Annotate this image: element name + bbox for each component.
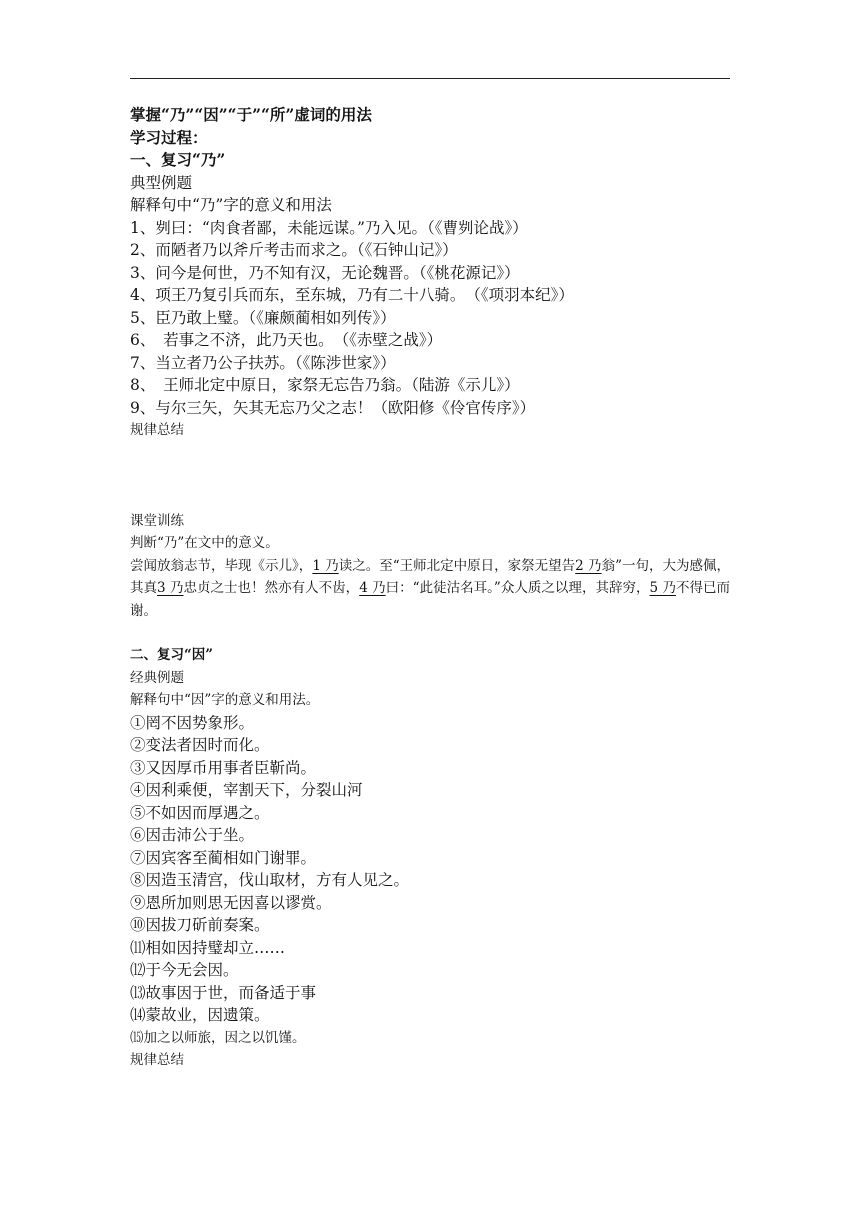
blank-marker-5: 5 乃 <box>649 580 676 596</box>
list-item: ⒂加之以师旅，因之以饥馑。 <box>130 1029 306 1046</box>
passage-text: 尝闻放翁志节，毕现《示儿》， <box>130 557 313 574</box>
section2-instruction: 解释句中“因”字的意义和用法。 <box>130 692 320 708</box>
passage-text: 忠贞之士也！然亦有人不齿， <box>183 580 360 596</box>
training-passage <box>130 555 730 623</box>
blank-marker-3: 3 乃 <box>157 580 184 596</box>
list-item: 5、臣乃敢上璧。（《廉颇蔺相如列传》） <box>130 308 396 327</box>
doc-title: 掌握“乃”“因”“于”“所”虚词的用法 <box>130 105 372 124</box>
list-item: ⑧因造玉清宫，伐山取材，方有人见之。 <box>130 871 410 889</box>
section1-heading: 一、复习“乃” <box>130 150 226 169</box>
list-item: 7、当立者乃公子扶苏。（《陈涉世家》） <box>130 353 396 372</box>
list-item: 4、项王乃复引兵而东，至东城，乃有二十八骑。 （《项羽本纪》） <box>130 286 574 304</box>
passage-text: 翁”一句，大为感佩，其真 <box>130 557 730 596</box>
blank-marker-4: 4 乃 <box>359 580 386 596</box>
list-item: ⑾相如因持璧却立…… <box>130 938 286 957</box>
list-item: ⑦因宾客至蔺相如门谢罪。 <box>130 848 317 867</box>
section1-summary-label: 规律总结 <box>130 422 184 438</box>
process-label: 学习过程： <box>130 127 208 147</box>
training-instruction: 判断“乃”在文中的意义。 <box>130 535 279 551</box>
section-spacer <box>130 622 730 644</box>
section2-example-list <box>130 712 730 1050</box>
section2-heading: 二、复习“因” <box>130 647 214 663</box>
list-item: ⒁蒙故业，因遗策。 <box>130 1006 270 1024</box>
header-rule <box>130 78 730 79</box>
list-item: 1、刿曰：“肉食者鄙，未能远谋。”乃入见。（《曹刿论战》） <box>130 218 528 237</box>
list-item: ⑤不如因而厚遇之。 <box>130 803 270 822</box>
list-item: ④因利乘便，宰割天下，分裂山河 <box>130 781 363 799</box>
list-item: 6、 若事之不济，此乃天也。 （《赤壁之战》） <box>130 331 443 349</box>
list-item: 2、而陋者乃以斧斤考击而求之。（《石钟山记》） <box>130 241 458 259</box>
list-item: ②变法者因时而化。 <box>130 736 270 754</box>
passage-text: 曰：“此徒沽名耳。”众人质之以理，其辞穷， <box>385 580 650 596</box>
section1-example-list <box>130 217 730 420</box>
list-item: 8、 王师北定中原日，家祭无忘告乃翁。（陆游《示儿》） <box>130 376 520 394</box>
section2-summary-label: 规律总结 <box>130 1052 184 1068</box>
blank-marker-1: 1 乃 <box>312 557 339 574</box>
list-item: ③又因厚币用事者臣靳尚。 <box>130 758 317 777</box>
training-label: 课堂训练 <box>130 512 184 529</box>
passage-text: 不得已而谢。 <box>130 580 731 619</box>
list-item: ⒀故事因于世，而备适于事 <box>130 983 317 1002</box>
section1-examples-label: 典型例题 <box>130 173 193 192</box>
list-item: 9、与尔三矢，矢其无忘乃父之志！（欧阳修《伶官传序》） <box>130 398 536 417</box>
list-item: ⑨恩所加则思无因喜以谬赏。 <box>130 893 332 912</box>
section1-instruction: 解释句中“乃”字的意义和用法 <box>130 196 332 214</box>
section2-examples-label: 经典例题 <box>130 669 184 686</box>
list-item: 3、问今是何世，乃不知有汉，无论魏晋。（《桃花源记》） <box>130 263 520 282</box>
summary-blank-space <box>130 442 730 510</box>
list-item: ⑥因击沛公于坐。 <box>130 826 255 844</box>
list-item: ①罔不因势象形。 <box>130 713 255 732</box>
list-item: ⑿于今无会因。 <box>130 961 239 979</box>
blank-marker-2: 2 乃 <box>575 557 602 574</box>
list-item: ⑩因拔刀斫前奏案。 <box>130 916 270 934</box>
passage-text: 读之。至“王师北定中原日，家祭无望告 <box>338 557 576 574</box>
document-body <box>130 104 730 1072</box>
